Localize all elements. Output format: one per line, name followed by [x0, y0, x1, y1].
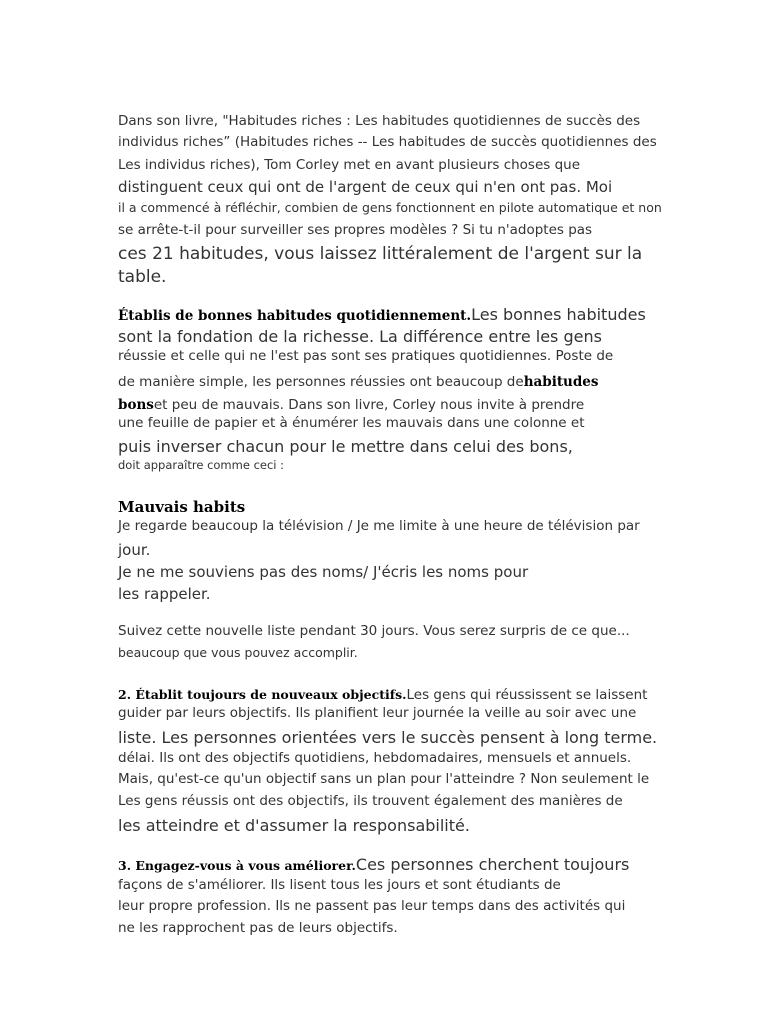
intro-line-2: individus riches” (Habitudes riches -- Les habitudes de succès quotidiennes des: [118, 134, 657, 150]
intro-line-7: ces 21 habitudes, vous laissez littéralement de l'argent sur la: [118, 244, 643, 264]
intro-line-6: se arrête-t-il pour surveiller ses propres modèles ? Si tu n'adoptes pas: [118, 222, 593, 238]
section1-line-5-text: et peu de mauvais. Dans son livre, Corley nous invite à prendre: [153, 397, 585, 413]
section3-line-4: ne les rapprochent pas de leurs objectifs.: [118, 920, 398, 936]
bad-habits-follow-1: Suivez cette nouvelle liste pendant 30 jours. Vous serez surpris de ce que...: [118, 623, 630, 639]
intro-line-1: Dans son livre, "Habitudes riches : Les habitudes quotidiennes de succès des: [118, 113, 641, 129]
section1-bold-bons: bons: [118, 397, 154, 413]
bad-habits-line-2: jour.: [118, 541, 151, 559]
bad-habits-heading: Mauvais habits: [118, 498, 246, 516]
section1-line-8: doit apparaître comme ceci :: [118, 458, 285, 472]
bad-habits-line-4: les rappeler.: [118, 585, 211, 603]
intro-line-4: distinguent ceux qui ont de l'argent de ceux qui n'en ont pas. Moi: [118, 178, 613, 196]
section1-line-4: [118, 373, 599, 390]
section1-line-2: sont la fondation de la richesse. La différence entre les gens: [118, 327, 602, 346]
section3-line-3: leur propre profession. Ils ne passent pas leur temps dans des activités qui: [118, 898, 626, 914]
section2-line-7: les atteindre et d'assumer la responsabilité.: [118, 816, 470, 835]
bad-habits-follow-2: beaucoup que vous pouvez accomplir.: [118, 645, 358, 660]
intro-line-8: table.: [118, 267, 167, 287]
section1-bold-habitudes: habitudes: [523, 374, 599, 390]
section2-line-5: Mais, qu'est-ce qu'un objectif sans un plan pour l'atteindre ? Non seulement le: [118, 771, 650, 787]
section1-line-1-text: Les bonnes habitudes: [471, 305, 646, 324]
bad-habits-line-1: Je regarde beaucoup la télévision / Je me limite à une heure de télévision par: [118, 518, 640, 534]
section1-line-4-text: de manière simple, les personnes réussies ont beaucoup de: [118, 374, 524, 390]
section3-heading: 3. Engagez-vous à vous améliorer.: [118, 858, 356, 873]
section1-heading: Établis de bonnes habitudes quotidiennement.: [118, 308, 472, 324]
section2-heading: 2. Établit toujours de nouveaux objectifs.: [118, 687, 407, 702]
section2-line-1: [118, 686, 647, 703]
intro-line-3: Les individus riches), Tom Corley met en avant plusieurs choses que: [118, 157, 581, 173]
section3-line-1: [118, 857, 629, 873]
section1-line-3: réussie et celle qui ne l'est pas sont ses pratiques quotidiennes. Poste de: [118, 348, 614, 364]
section1-line-1: [118, 307, 646, 324]
section1-line-5: [118, 396, 584, 413]
section1-line-6: une feuille de papier et à énumérer les mauvais dans une colonne et: [118, 415, 585, 431]
section2-line-4: délai. Ils ont des objectifs quotidiens, hebdomadaires, mensuels et annuels.: [118, 750, 632, 766]
bad-habits-line-3: Je ne me souviens pas des noms/ J'écris les noms pour: [118, 563, 529, 581]
section3-line-2: façons de s'améliorer. Ils lisent tous les jours et sont étudiants de: [118, 877, 561, 893]
section3-line-1-text: Ces personnes cherchent toujours: [355, 855, 630, 874]
section2-line-6: Les gens réussis ont des objectifs, ils trouvent également des manières de: [118, 793, 623, 809]
section2-line-1-text: Les gens qui réussissent se laissent: [406, 687, 648, 703]
intro-line-5: il a commencé à réfléchir, combien de gens fonctionnent en pilote automatique et non: [118, 200, 662, 215]
section2-line-3: liste. Les personnes orientées vers le succès pensent à long terme.: [118, 728, 658, 747]
section1-line-7: puis inverser chacun pour le mettre dans celui des bons,: [118, 437, 573, 456]
section2-line-2: guider par leurs objectifs. Ils planifient leur journée la veille au soir avec une: [118, 705, 637, 721]
